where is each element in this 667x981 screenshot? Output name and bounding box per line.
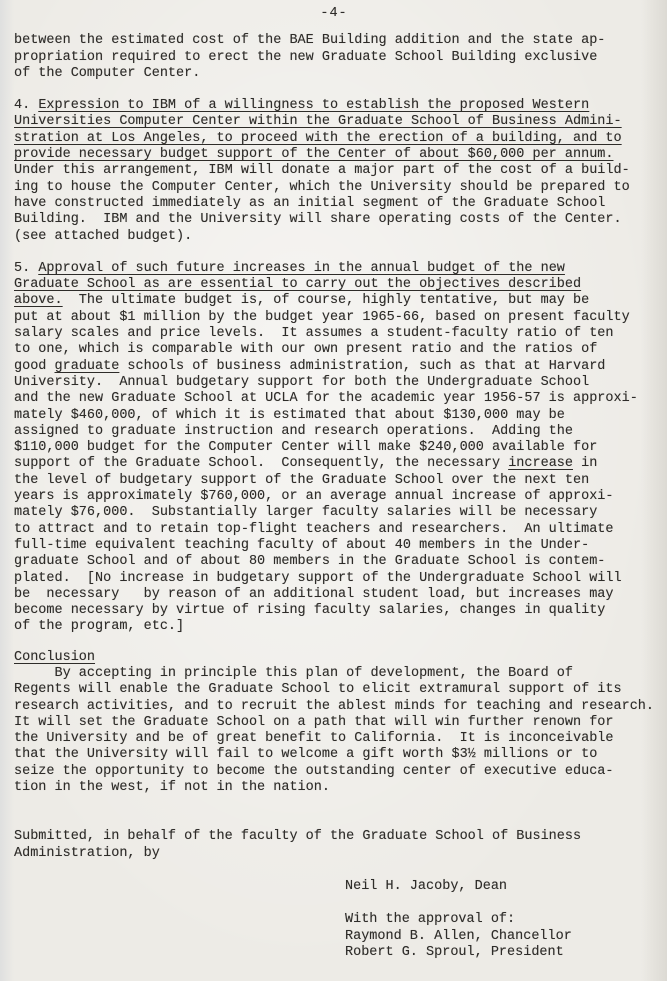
approval-block	[345, 912, 667, 961]
text-line: become necessary by virtue of rising faculty salaries, changes in quality	[14, 603, 606, 619]
text-line: Administration, by	[14, 845, 160, 861]
text-line: put at about $1 million by the budget year 1965-66, based on present faculty	[14, 309, 630, 325]
text-line: provide necessary budget support of the Center of about $60,000 per annum.	[14, 147, 614, 163]
text-line: Conclusion	[14, 649, 96, 665]
submitted-note	[14, 829, 667, 862]
document-body	[14, 33, 667, 961]
text-line: support of the Graduate School. Consequently, the necessary increase in	[14, 456, 598, 472]
text-line: Universities Computer Center within the Graduate School of Business Admini-	[14, 114, 622, 130]
text-line: that the University will fail to welcome a gift worth $3½ millions or to	[14, 747, 598, 763]
text-line: the level of budgetary support of the Graduate School over the next ten	[14, 472, 590, 488]
text-line: have constructed immediately as an initial segment of the Graduate School	[14, 195, 606, 211]
text-line: and the new Graduate School at UCLA for the academic year 1956-57 is approxi-	[14, 391, 638, 407]
text-line: between the estimated cost of the BAE Building addition and the state ap-	[14, 33, 606, 49]
text-line: It will set the Graduate School on a path that will win further renown for	[14, 714, 614, 730]
signature-dean	[345, 879, 667, 895]
text-line: Building. IBM and the University will share operating costs of the Center.	[14, 212, 622, 228]
text-line: (see attached budget).	[14, 228, 193, 244]
conclusion-paragraph	[14, 666, 667, 796]
text-line: to one, which is comparable with our own present ratio and the ratios of	[14, 342, 598, 358]
text-line: graduate School and of about 80 members in the Graduate School is contem-	[14, 554, 606, 570]
text-line: ing to house the Computer Center, which the University should be prepared to	[14, 179, 630, 195]
text-line: mately $460,000, of which it is estimated that about $130,000 may be	[14, 407, 565, 423]
text-line: of the Computer Center.	[14, 65, 201, 81]
text-line: Neil H. Jacoby, Dean	[345, 878, 508, 894]
text-line: Graduate School as are essential to carry out the objectives described	[14, 277, 582, 293]
text-line: be necessary by reason of an additional student load, but increases may	[14, 586, 614, 602]
text-line: mately $76,000. Substantially larger faculty salaries will be necessary	[14, 505, 598, 521]
text-line: above. The ultimate budget is, of course, highly tentative, but may be	[14, 293, 590, 309]
text-line: years is approximately $760,000, or an average annual increase of approxi-	[14, 489, 614, 505]
text-line: stration at Los Angeles, to proceed with the erection of a building, and to	[14, 130, 622, 146]
text-line: Robert G. Sproul, President	[345, 944, 564, 960]
item-4	[14, 98, 667, 245]
text-line: the University and be of great benefit to California. It is inconceivable	[14, 731, 614, 747]
text-line: seize the opportunity to become the outstanding center of executive educa-	[14, 763, 614, 779]
text-line: 5. Approval of such future increases in the annual budget of the new	[14, 260, 565, 276]
text-line: of the program, etc.]	[14, 619, 185, 635]
text-line: to attract and to retain top-flight teachers and researchers. An ultimate	[14, 521, 614, 537]
text-line: Regents will enable the Graduate School to elicit extramural support of its	[14, 682, 622, 698]
text-line: Submitted, in behalf of the faculty of the Graduate School of Business	[14, 829, 582, 845]
item-5	[14, 261, 667, 636]
text-line: $110,000 budget for the Computer Center will make $240,000 available for	[14, 440, 598, 456]
conclusion-heading	[14, 650, 667, 666]
text-line: propriation required to erect the new Graduate School Building exclusive	[14, 49, 598, 65]
text-line: tion in the west, if not in the nation.	[14, 780, 330, 796]
text-line: By accepting in principle this plan of development, the Board of	[14, 665, 573, 681]
text-line: 4. Expression to IBM of a willingness to establish the proposed Western	[14, 98, 590, 114]
text-line: salary scales and price levels. It assumes a student-faculty ratio of ten	[14, 326, 614, 342]
text-line: Under this arrangement, IBM will donate a major part of the cost of a build-	[14, 163, 630, 179]
intro-paragraph	[14, 33, 667, 82]
text-line: Raymond B. Allen, Chancellor	[345, 928, 572, 944]
text-line: good graduate schools of business administration, such as that at Harvard	[14, 358, 606, 374]
text-line: With the approval of:	[345, 912, 516, 928]
text-line: University. Annual budgetary support for both the Undergraduate School	[14, 374, 590, 390]
text-line: full-time equivalent teaching faculty of about 40 members in the Under-	[14, 537, 590, 553]
page-number: -4-	[320, 6, 348, 21]
text-line: research activities, and to recruit the ablest minds for teaching and research.	[14, 698, 655, 714]
text-line: assigned to graduate instruction and research operations. Adding the	[14, 423, 573, 439]
text-line: plated. [No increase in budgetary support of the Undergraduate School will	[14, 570, 622, 586]
